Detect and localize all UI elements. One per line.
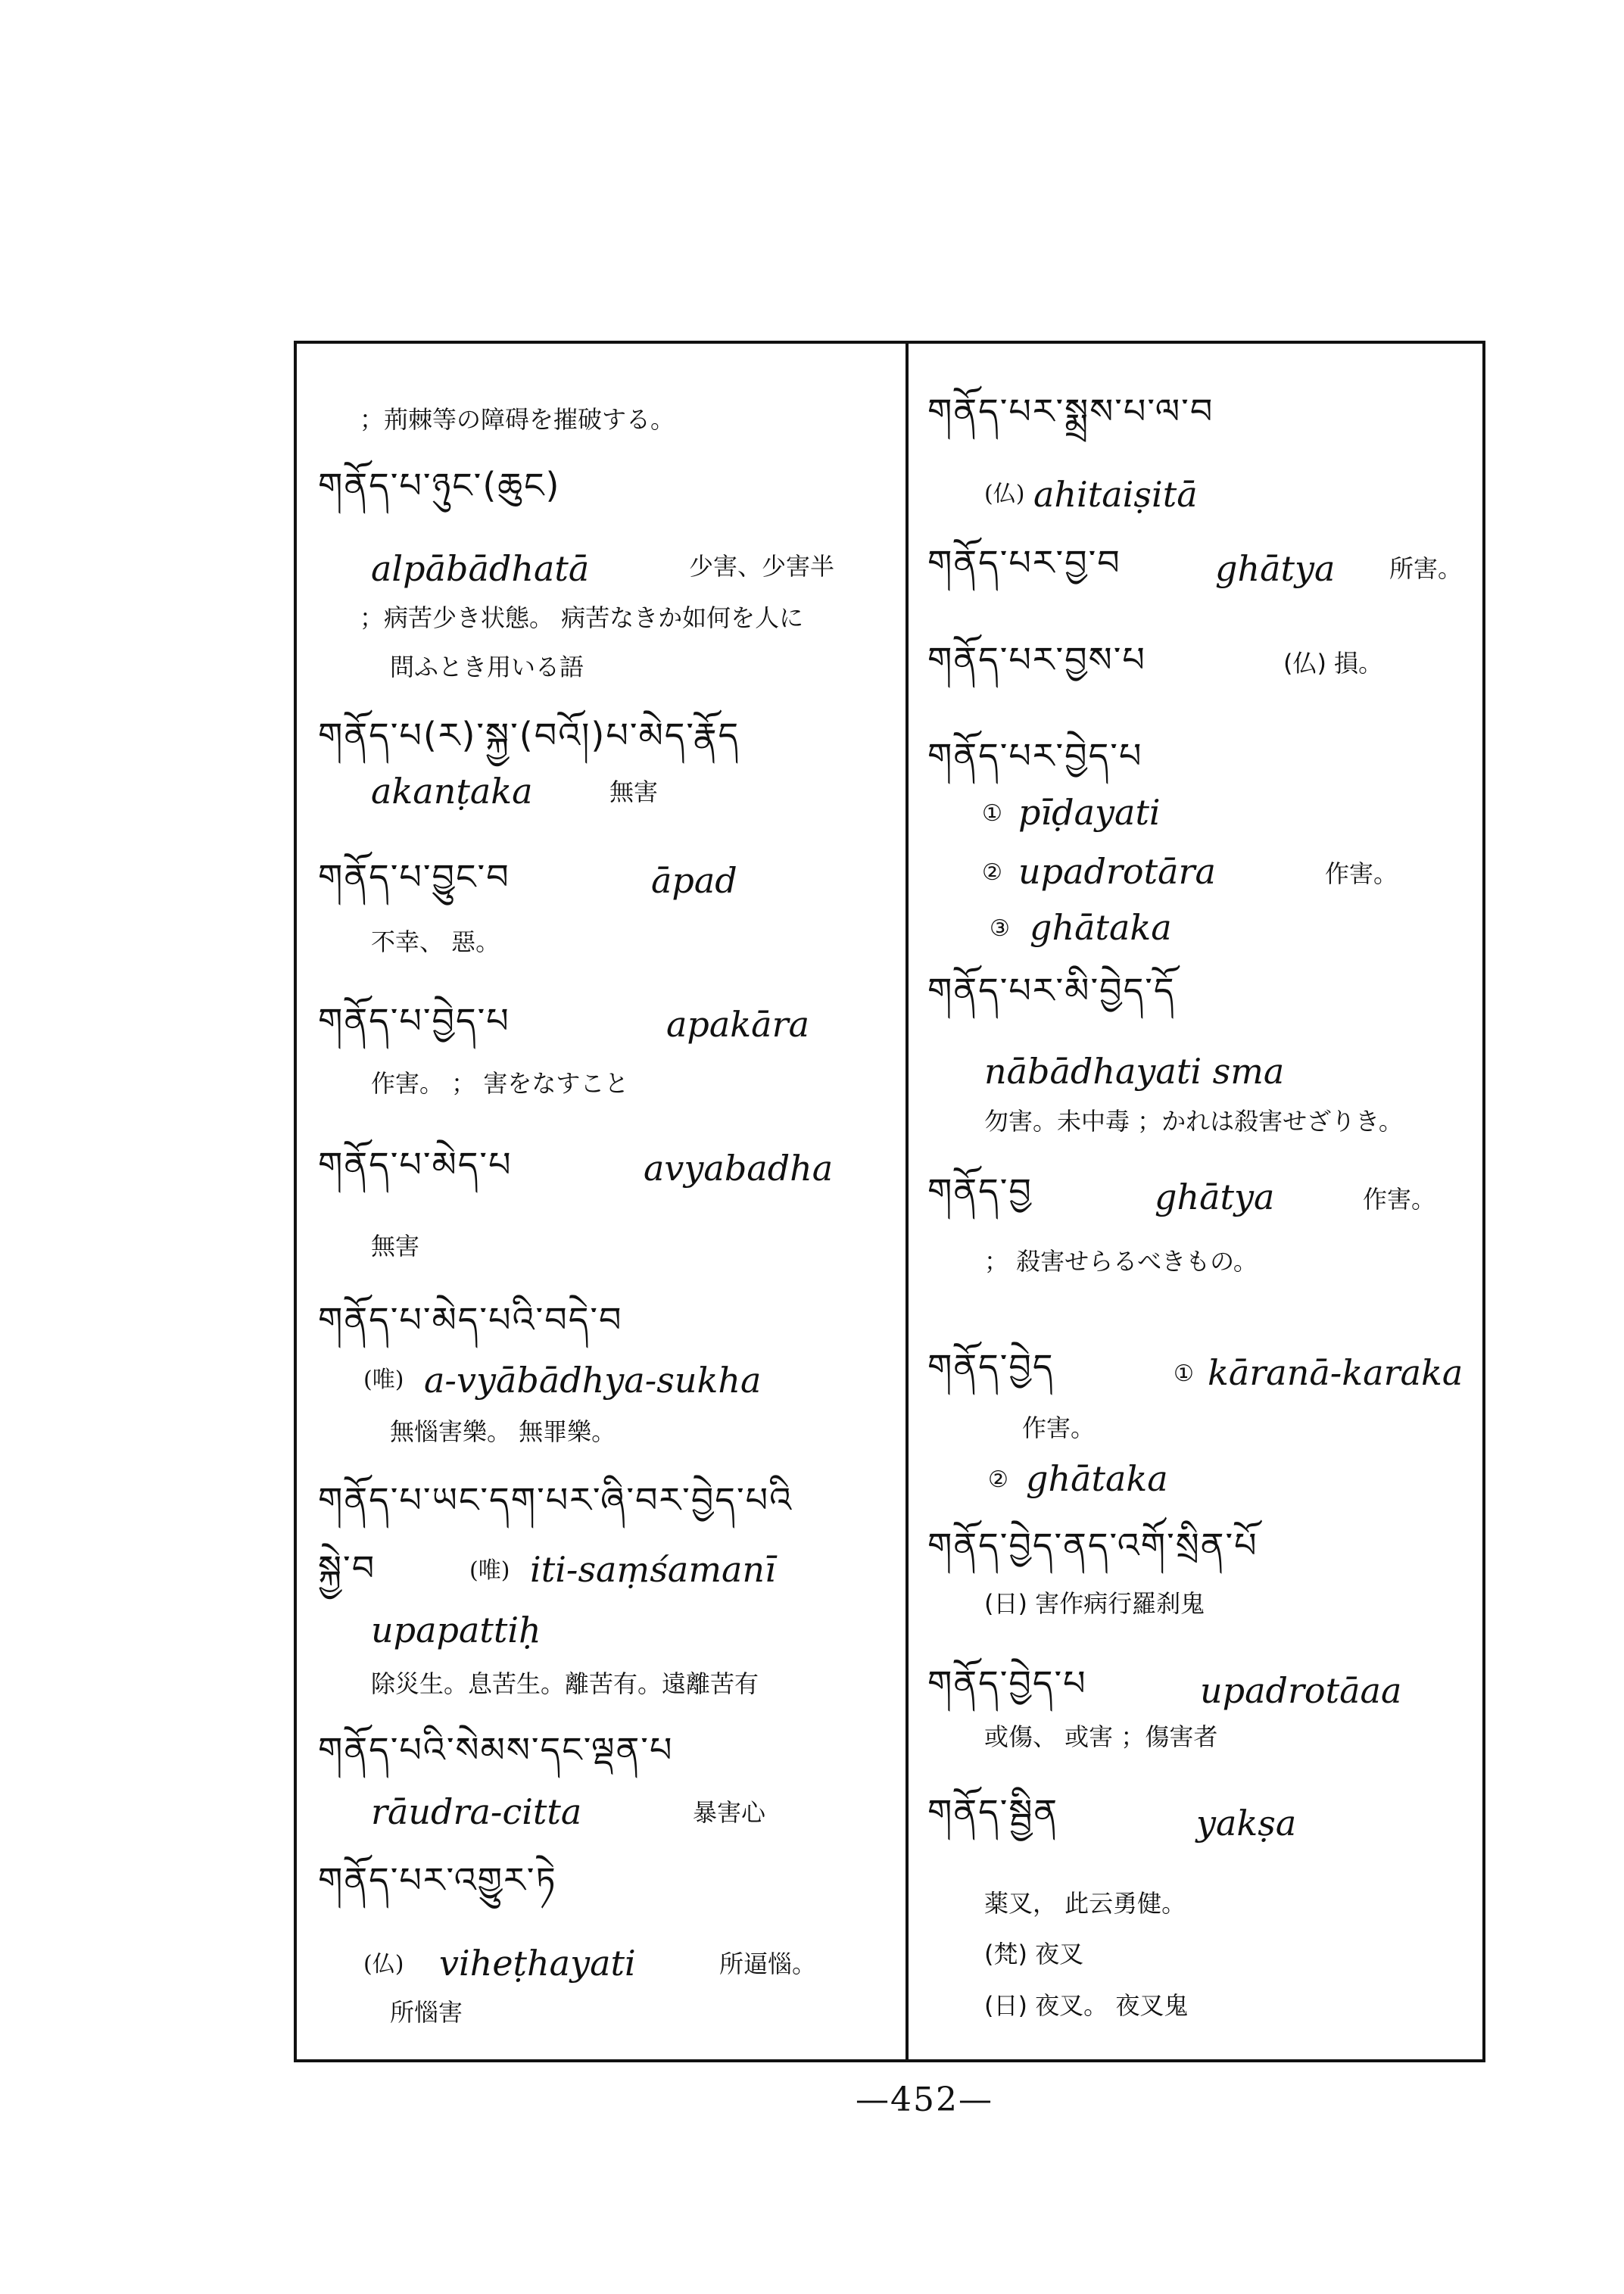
japanese-gloss: (仏) 損。 xyxy=(1283,649,1383,678)
sanskrit-term: avyabadha xyxy=(644,1148,834,1189)
japanese-gloss: 少害、少害半 xyxy=(689,552,835,581)
sanskrit-term: a-vyābādhya-sukha xyxy=(424,1360,762,1401)
sanskrit-term: ghātya xyxy=(1215,548,1336,589)
item-number: ② xyxy=(988,1466,1008,1493)
tibetan-headword: གནོད་པ་མེད་པའི་བདེ་བ xyxy=(318,1299,623,1340)
japanese-gloss: 作害。 xyxy=(1022,1413,1096,1442)
column-divider xyxy=(906,342,909,2061)
tibetan-headword: གནོད་པ(ར)་སྐྱ་(བའོ།)པ་མེད་རྣོད xyxy=(318,715,740,756)
tibetan-headword: གནོད་པར་བྱེད་པ xyxy=(927,735,1143,776)
japanese-note: ； 殺害せらるべきもの。 xyxy=(984,1247,1258,1276)
tibetan-headword: གནོད་པ་ཉུང་(ཆུང) xyxy=(318,465,561,506)
tibetan-headword: གནོད་བྱ xyxy=(927,1170,1033,1211)
sanskrit-term: iti-saṃśamanī xyxy=(530,1549,776,1590)
sanskrit-term: upadrotāra xyxy=(1018,851,1216,892)
sanskrit-term: upadrotāaa xyxy=(1200,1670,1402,1711)
tibetan-headword: གནོད་པའི་སེམས་དང་ལྡན་པ xyxy=(318,1729,674,1770)
tibetan-headword: གནོད་པར་བྱས་པ xyxy=(927,639,1146,680)
sanskrit-term: āpad xyxy=(651,860,737,901)
sanskrit-term: ghātaka xyxy=(1030,907,1172,948)
tibetan-headword: གནོད་བྱེད xyxy=(927,1346,1055,1387)
japanese-gloss: 無惱害樂。 無罪樂。 xyxy=(390,1417,616,1446)
japanese-gloss: 所逼惱。 xyxy=(719,1950,817,1978)
japanese-gloss: (日) 害作病行羅刹鬼 xyxy=(984,1589,1205,1618)
item-number: ① xyxy=(1174,1361,1194,1387)
japanese-gloss: 暴害心 xyxy=(693,1798,766,1827)
japanese-gloss: (日) 夜叉。 夜叉鬼 xyxy=(984,1991,1189,2020)
tibetan-headword: གནོད་པ་བྱེད་པ xyxy=(318,1000,510,1041)
japanese-note: 問ふとき用いる語 xyxy=(390,653,584,681)
sanskrit-term: nābādhayati sma xyxy=(984,1051,1285,1092)
sanskrit-term: kāranā-karaka xyxy=(1208,1352,1463,1393)
source-marker: (仏) xyxy=(363,1951,404,1978)
japanese-gloss: 或傷、 或害 ；傷害者 xyxy=(984,1722,1218,1751)
japanese-gloss: 作害。 ； 害をなすこと xyxy=(371,1069,629,1098)
tibetan-headword: གནོད་སྦྱིན xyxy=(927,1791,1059,1832)
japanese-gloss: 無害 xyxy=(609,778,659,806)
japanese-gloss: 作害。 xyxy=(1325,859,1398,888)
entry-line: ；荊棘等の障碍を摧破する。 xyxy=(360,405,675,434)
sanskrit-term: rāudra-citta xyxy=(371,1791,582,1832)
japanese-gloss: 無害 xyxy=(371,1232,420,1261)
sanskrit-term: apakāra xyxy=(666,1004,810,1045)
item-number: ① xyxy=(982,800,1002,827)
tibetan-headword: གནོད་པར་འགྱུར་ཏེ xyxy=(318,1859,557,1900)
item-number: ③ xyxy=(990,915,1010,942)
sanskrit-term: yakṣa xyxy=(1196,1803,1297,1844)
japanese-gloss: 除災生。息苦生。離苦有。遠離苦有 xyxy=(371,1669,759,1698)
japanese-gloss: 所惱害 xyxy=(390,1998,463,2027)
japanese-gloss: 薬叉， 此云勇健。 xyxy=(984,1889,1186,1918)
source-marker: (唯) xyxy=(469,1557,510,1584)
japanese-gloss: (梵) 夜叉 xyxy=(984,1940,1084,1968)
tibetan-headword: གནོད་པར་སྨྲས་པ་ལ་བ xyxy=(927,391,1214,432)
sanskrit-term: alpābādhatā xyxy=(371,548,590,589)
item-number: ② xyxy=(982,859,1002,886)
tibetan-headword: གནོད་པ་བྱུང་བ xyxy=(318,856,510,897)
sanskrit-term: ghātaka xyxy=(1026,1458,1168,1499)
japanese-gloss: 作害。 xyxy=(1363,1185,1436,1214)
tibetan-headword: གནོད་བྱེད་པ xyxy=(927,1663,1087,1703)
tibetan-headword: གནོད་པ་ཡང་དག་པར་ཞི་བར་བྱེད་པའི xyxy=(318,1479,793,1520)
tibetan-headword: གནོད་པར་མི་བྱེད་དོ xyxy=(927,970,1176,1011)
japanese-gloss: 勿害。未中毒 ；かれは殺害せざりき。 xyxy=(984,1107,1403,1136)
japanese-note: ；病苦少き状態。 病苦なきか如何を人に xyxy=(360,603,804,632)
source-marker: (仏) xyxy=(984,481,1025,507)
tibetan-headword: གནོད་བྱེད་ནད་འགོ་སྲིན་པོ xyxy=(927,1525,1258,1566)
sanskrit-term: viheṭhayati xyxy=(439,1943,636,1984)
tibetan-headword: གནོད་པར་བྱ་བ xyxy=(927,542,1121,583)
japanese-gloss: 不幸、 惡。 xyxy=(371,927,500,956)
sanskrit-term: akanṭaka xyxy=(371,771,533,812)
tibetan-headword-cont: སྐྱེ་བ xyxy=(318,1548,376,1588)
sanskrit-term: ahitaiṣitā xyxy=(1033,474,1198,515)
page-number: —452— xyxy=(856,2080,993,2119)
sanskrit-term: pīḍayati xyxy=(1018,792,1161,833)
tibetan-headword: གནོད་པ་མེད་པ xyxy=(318,1144,513,1185)
sanskrit-term: upapattiḥ xyxy=(371,1610,541,1650)
japanese-gloss: 所害。 xyxy=(1389,554,1463,583)
source-marker: (唯) xyxy=(363,1367,404,1393)
sanskrit-term: ghātya xyxy=(1155,1177,1275,1217)
